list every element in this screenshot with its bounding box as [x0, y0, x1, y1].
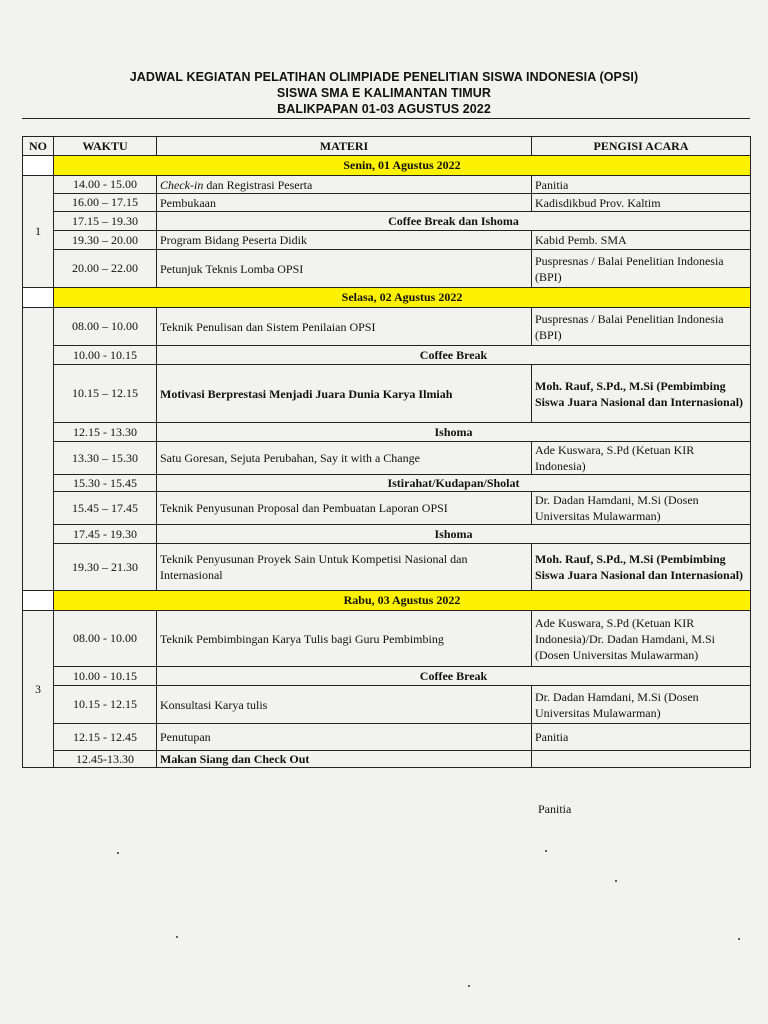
- schedule-table: [22, 136, 751, 768]
- waktu-cell: 19.30 – 21.30: [54, 544, 157, 591]
- materi-text: Teknik Penyusunan Proyek Sain Untuk Kompetisi Nasional dan Internasional: [160, 552, 468, 582]
- row-number: [23, 308, 54, 591]
- waktu-cell: 15.30 - 15.45: [54, 475, 157, 492]
- break-row: [23, 667, 751, 686]
- materi-text: Teknik Penyusunan Proposal dan Pembuatan Laporan OPSI: [160, 501, 448, 515]
- break-label: Ishoma: [157, 423, 751, 442]
- scan-speck: [117, 852, 119, 854]
- materi-text: Teknik Penulisan dan Sistem Penilaian OPSI: [160, 319, 376, 334]
- row-number: 1: [23, 176, 54, 288]
- materi-text: Motivasi Berprestasi Menjadi Juara Dunia Karya Ilmiah: [160, 386, 453, 401]
- column-header-materi: MATERI: [157, 137, 532, 156]
- row-number: 3: [23, 611, 54, 768]
- waktu-cell: 12.15 - 13.30: [54, 423, 157, 442]
- pengisi-cell: Kabid Pemb. SMA: [532, 231, 751, 250]
- materi-cell: [157, 250, 532, 288]
- table-row: [23, 231, 751, 250]
- column-header-waktu: WAKTU: [54, 137, 157, 156]
- break-row: [23, 346, 751, 365]
- day-title: Rabu, 03 Agustus 2022: [54, 591, 751, 611]
- document-location-date: BALIKPAPAN 01-03 AGUSTUS 2022: [277, 102, 491, 116]
- materi-cell: [157, 751, 532, 768]
- waktu-cell: 20.00 – 22.00: [54, 250, 157, 288]
- waktu-cell: 10.00 - 10.15: [54, 346, 157, 365]
- materi-text: Satu Goresan, Sejuta Perubahan, Say it with a Change: [160, 451, 420, 465]
- materi-text: Penutupan: [160, 730, 211, 744]
- table-row: [23, 176, 751, 194]
- materi-cell: [157, 611, 532, 667]
- materi-text: dan Registrasi Peserta: [203, 177, 313, 192]
- materi-italic-text: Check-in: [160, 177, 204, 192]
- waktu-cell: 10.15 - 12.15: [54, 686, 157, 724]
- pengisi-cell: Panitia: [532, 176, 751, 194]
- table-row: [23, 442, 751, 475]
- table-row: [23, 611, 751, 667]
- break-label: Istirahat/Kudapan/Sholat: [157, 475, 751, 492]
- break-row: [23, 212, 751, 231]
- waktu-cell: 10.15 – 12.15: [54, 365, 157, 423]
- break-label: Coffee Break dan Ishoma: [157, 212, 751, 231]
- materi-cell: [157, 176, 532, 194]
- day-no-cell: [23, 288, 54, 308]
- pengisi-cell: Puspresnas / Balai Penelitian Indonesia (BPI): [532, 308, 751, 346]
- day-title: Selasa, 02 Agustus 2022: [54, 288, 751, 308]
- table-row: [23, 492, 751, 525]
- scan-speck: [176, 936, 178, 938]
- materi-text: Konsultasi Karya tulis: [160, 697, 268, 712]
- table-row: [23, 686, 751, 724]
- waktu-cell: 13.30 – 15.30: [54, 442, 157, 475]
- scan-speck: [468, 985, 470, 987]
- break-label: Coffee Break: [157, 346, 751, 365]
- table-row: [23, 194, 751, 212]
- table-row: [23, 308, 751, 346]
- day-header-row: [23, 288, 751, 308]
- materi-cell: [157, 492, 532, 525]
- waktu-cell: 15.45 – 17.45: [54, 492, 157, 525]
- waktu-cell: 08.00 – 10.00: [54, 308, 157, 346]
- pengisi-cell: Moh. Rauf, S.Pd., M.Si (Pembimbing Siswa Juara Nasional dan Internasional): [532, 365, 751, 423]
- materi-cell: [157, 194, 532, 212]
- break-row: [23, 423, 751, 442]
- pengisi-cell: Dr. Dadan Hamdani, M.Si (Dosen Universitas Mulawarman): [532, 492, 751, 525]
- materi-text: Makan Siang dan Check Out: [160, 752, 310, 766]
- waktu-cell: 12.45-13.30: [54, 751, 157, 768]
- pengisi-cell: Ade Kuswara, S.Pd (Ketuan KIR Indonesia): [532, 442, 751, 475]
- column-header-pengisi: PENGISI ACARA: [532, 137, 751, 156]
- pengisi-cell: Dr. Dadan Hamdani, M.Si (Dosen Universitas Mulawarman): [532, 686, 751, 724]
- materi-cell: [157, 308, 532, 346]
- day-header-row: [23, 156, 751, 176]
- waktu-cell: 16.00 – 17.15: [54, 194, 157, 212]
- materi-cell: [157, 724, 532, 751]
- materi-cell: [157, 544, 532, 591]
- materi-cell: [157, 365, 532, 423]
- day-header-row: [23, 591, 751, 611]
- waktu-cell: 19.30 – 20.00: [54, 231, 157, 250]
- scan-speck: [738, 938, 740, 940]
- table-row: [23, 544, 751, 591]
- document-subtitle: SISWA SMA E KALIMANTAN TIMUR: [276, 86, 492, 100]
- materi-cell: [157, 442, 532, 475]
- waktu-cell: 12.15 - 12.45: [54, 724, 157, 751]
- pengisi-cell: Ade Kuswara, S.Pd (Ketuan KIR Indonesia)/Dr. Dadan Hamdani, M.Si (Dosen Universitas Mulawarman): [532, 611, 751, 667]
- table-row: [23, 250, 751, 288]
- materi-cell: [157, 231, 532, 250]
- materi-cell: [157, 686, 532, 724]
- materi-text: Pembukaan: [160, 195, 216, 210]
- pengisi-cell: Puspresnas / Balai Penelitian Indonesia (BPI): [532, 250, 751, 288]
- break-row: [23, 475, 751, 492]
- table-row: [23, 724, 751, 751]
- pengisi-cell: Moh. Rauf, S.Pd., M.Si (Pembimbing Siswa Juara Nasional dan Internasional): [532, 544, 751, 591]
- table-row: [23, 751, 751, 768]
- day-title: Senin, 01 Agustus 2022: [54, 156, 751, 176]
- day-no-cell: [23, 156, 54, 176]
- document-title: JADWAL KEGIATAN PELATIHAN OLIMPIADE PENELITIAN SISWA INDONESIA (OPSI): [129, 70, 639, 84]
- materi-text: Teknik Pembimbingan Karya Tulis bagi Guru Pembimbing: [160, 631, 444, 646]
- materi-text: Petunjuk Teknis Lomba OPSI: [160, 261, 304, 276]
- break-label: Ishoma: [157, 525, 751, 544]
- column-header-no: NO: [23, 137, 54, 156]
- break-label: Coffee Break: [157, 667, 751, 686]
- header-rule: [22, 118, 750, 119]
- break-row: [23, 525, 751, 544]
- scan-speck: [545, 850, 547, 852]
- waktu-cell: 10.00 - 10.15: [54, 667, 157, 686]
- day-no-cell: [23, 591, 54, 611]
- pengisi-cell: Kadisdikbud Prov. Kaltim: [532, 194, 751, 212]
- waktu-cell: 17.45 - 19.30: [54, 525, 157, 544]
- pengisi-cell: [532, 751, 751, 768]
- waktu-cell: 08.00 - 10.00: [54, 611, 157, 667]
- table-header-row: [23, 137, 751, 156]
- materi-text: Program Bidang Peserta Didik: [160, 233, 307, 247]
- table-row: [23, 365, 751, 423]
- waktu-cell: 17.15 – 19.30: [54, 212, 157, 231]
- signature-label: Panitia: [538, 802, 572, 816]
- pengisi-cell: Panitia: [532, 724, 751, 751]
- scan-speck: [615, 880, 617, 882]
- waktu-cell: 14.00 - 15.00: [54, 176, 157, 194]
